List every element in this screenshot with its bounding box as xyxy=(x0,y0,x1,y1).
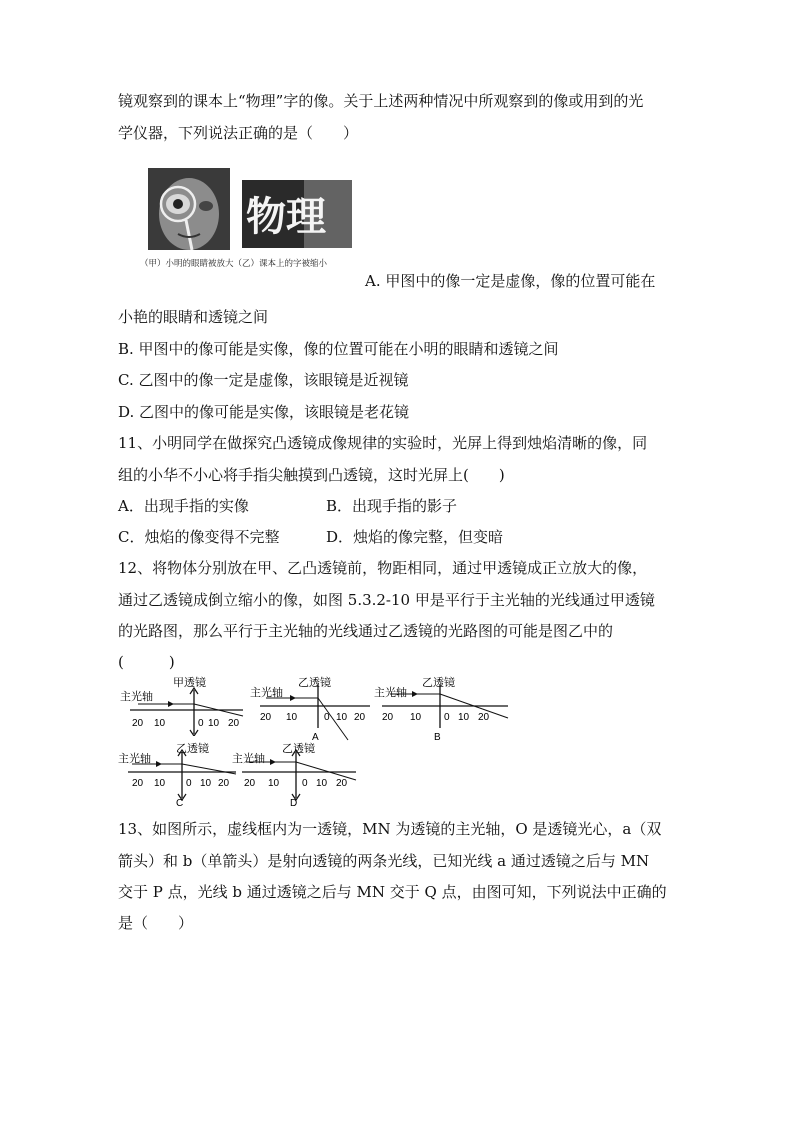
tick-label: 20 xyxy=(132,718,144,729)
tick-label: 20 xyxy=(354,712,366,723)
q13-line-1: 13、如图所示，虚线框内为一透镜，MN 为透镜的主光轴，O 是透镜光心，a（双 xyxy=(118,820,662,838)
photo-caption: （甲）小明的眼睛被放大（乙）课本上的字被缩小 xyxy=(140,259,328,269)
lens-label-yi: 乙透镜 xyxy=(176,743,209,755)
diagram-option-a xyxy=(248,674,373,742)
diagram-option-b xyxy=(372,674,512,742)
lens-label-jia: 甲透镜 xyxy=(173,677,206,689)
option-b: B. 甲图中的像可能是实像，像的位置可能在小明的眼睛和透镜之间 xyxy=(118,340,559,358)
tick-label: 20 xyxy=(228,718,240,729)
q11-option-b: B．出现手指的影子 xyxy=(326,497,458,515)
option-label-a: A xyxy=(312,732,319,742)
tick-label: 10 xyxy=(336,712,348,723)
axis-label: 主光轴 xyxy=(250,687,283,699)
tick-label: 10 xyxy=(286,712,298,723)
q12-line-3: 的光路图，那么平行于主光轴的光线通过乙透镜的光路图的可能是图乙中的 xyxy=(118,622,614,640)
tick-label: 10 xyxy=(200,778,212,789)
tick-label: 10 xyxy=(154,718,166,729)
q11-option-d: D．烛焰的像完整，但变暗 xyxy=(326,528,504,546)
tick-label: 0 xyxy=(198,718,204,729)
tick-label: 20 xyxy=(260,712,272,723)
lens-label-yi: 乙透镜 xyxy=(282,743,315,755)
photo-eye-magnified xyxy=(148,168,230,250)
q11-line-2: 组的小华不小心将手指尖触摸到凸透镜，这时光屏上( ) xyxy=(118,466,505,484)
lens-label-yi: 乙透镜 xyxy=(422,677,455,689)
tick-label: 10 xyxy=(410,712,422,723)
tick-label: 0 xyxy=(302,778,308,789)
q11-option-a: A．出现手指的实像 xyxy=(118,497,249,515)
option-a-line-1: A. 甲图中的像一定是虚像，像的位置可能在 xyxy=(365,272,656,290)
q12-line-1: 12、将物体分别放在甲、乙凸透镜前，物距相同，通过甲透镜成正立放大的像， xyxy=(118,559,648,577)
tick-label: 20 xyxy=(244,778,256,789)
photo-text: 物理 xyxy=(246,195,326,239)
tick-label: 10 xyxy=(458,712,470,723)
text-line-2: 学仪器，下列说法正确的是（ ） xyxy=(118,124,359,142)
option-label-c: C xyxy=(176,798,184,808)
lens-label-yi: 乙透镜 xyxy=(298,677,331,689)
diagram-jia xyxy=(118,674,248,736)
tick-label: 10 xyxy=(316,778,328,789)
axis-label: 主光轴 xyxy=(374,687,407,699)
q12-line-2: 通过乙透镜成倒立缩小的像，如图 5.3.2-10 甲是平行于主光轴的光线通过甲透镜 xyxy=(118,591,655,609)
option-d: D. 乙图中的像可能是实像，该眼镜是老花镜 xyxy=(118,403,410,421)
q11-line-1: 11、小明同学在做探究凸透镜成像规律的实验时，光屏上得到烛焰清晰的像，同 xyxy=(118,434,648,452)
axis-label: 主光轴 xyxy=(232,753,265,765)
photo-text-shrunk xyxy=(242,180,352,248)
tick-label: 20 xyxy=(336,778,348,789)
axis-label: 主光轴 xyxy=(120,691,153,703)
q12-line-4: ( ) xyxy=(118,653,175,671)
q11-option-c: C．烛焰的像变得不完整 xyxy=(118,528,280,546)
tick-label: 20 xyxy=(478,712,490,723)
text-line-1: 镜观察到的课本上“物理”字的像。关于上述两种情况中所观察到的像或用到的光 xyxy=(118,92,644,110)
tick-label: 0 xyxy=(444,712,450,723)
tick-label: 20 xyxy=(218,778,230,789)
tick-label: 20 xyxy=(132,778,144,789)
q13-line-4: 是（ ） xyxy=(118,914,194,932)
option-c: C. 乙图中的像一定是虚像，该眼镜是近视镜 xyxy=(118,371,409,389)
tick-label: 0 xyxy=(186,778,192,789)
tick-label: 10 xyxy=(154,778,166,789)
axis-label: 主光轴 xyxy=(118,753,151,765)
option-label-b: B xyxy=(434,732,441,742)
option-a-line-2: 小艳的眼睛和透镜之间 xyxy=(118,308,269,326)
diagram-option-c xyxy=(118,740,240,808)
q13-line-2: 箭头）和 b（单箭头）是射向透镜的两条光线，已知光线 a 通过透镜之后与 MN xyxy=(118,852,650,870)
option-label-d: D xyxy=(290,798,298,808)
tick-label: 10 xyxy=(268,778,280,789)
tick-label: 20 xyxy=(382,712,394,723)
tick-label: 10 xyxy=(208,718,220,729)
diagram-option-d xyxy=(232,740,360,808)
q13-line-3: 交于 P 点，光线 b 通过透镜之后与 MN 交于 Q 点，由图可知，下列说法中正确的 xyxy=(118,883,667,901)
tick-label: 0 xyxy=(324,712,330,723)
